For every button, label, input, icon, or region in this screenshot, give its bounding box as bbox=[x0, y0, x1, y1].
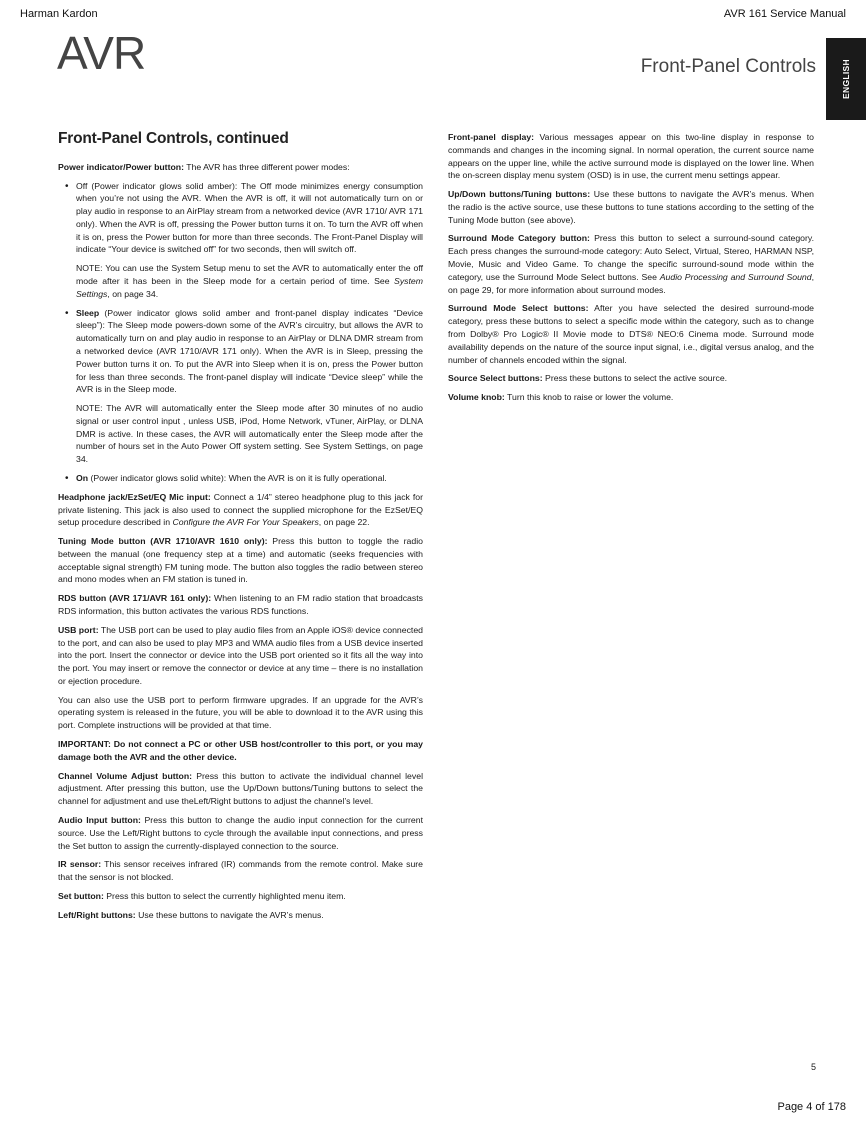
tuning-label: Tuning Mode button (AVR 1710/AVR 1610 only): bbox=[58, 536, 268, 547]
set-text: Press this button to select the currently highlighted menu item. bbox=[103, 890, 346, 901]
channel-paragraph bbox=[58, 770, 423, 808]
headphone-label: Headphone jack/EzSet/EQ Mic input: bbox=[58, 491, 211, 502]
channel-label: Channel Volume Adjust button: bbox=[58, 770, 193, 781]
off-note-b: , on page 34. bbox=[107, 288, 159, 299]
left-column bbox=[58, 128, 423, 927]
surround-category-paragraph bbox=[448, 232, 814, 296]
audio-input-text: Press this button to change the audio input connection for the current source. Use the Left/Right buttons to cycle through the available input connections, and press the Set button to assign the currently-displayed connection to the source. bbox=[58, 814, 423, 851]
off-text: (Power indicator glows solid amber): The Off mode minimizes energy consumption when you’re not using the AVR. When the AVR is off, it will not automatically turn on or play audio in response to an AirPlay stream from a networked device (AVR 1710/ AVR 171 only). When the AVR is off, pressing the Power button turns it on. To turn the AVR off when it is on, press the Power button for more than three seconds. The Front-Panel Display will indicate “Your device is switched off” for two seconds, then will switch off. bbox=[76, 180, 423, 255]
off-bullet bbox=[58, 180, 423, 257]
display-text: Various messages appear on this two-line display in response to commands and changes in the incoming signal. In normal operation, the current source name appears on the upper line, while the active surround mode is displayed on the lower line. When the on-screen display menu system (OSD) is in use, the current menu settings appear. bbox=[448, 132, 814, 181]
set-paragraph bbox=[58, 890, 423, 903]
headphone-text-b: , on page 22. bbox=[318, 517, 370, 528]
sleep-text: (Power indicator glows solid amber and front-panel display indicates “Device sleep”): The Sleep mode powers-down some of the AVR’s circuitry, but allows the AVR to automatically turn on and play audio in response to an AirPlay or DLNA DMR stream from a networked device (AVR 1710/AVR 171 only). When the AVR is in Sleep, pressing the Power button turns it on. To put the AVR into Sleep when it is on, press the Power button for less than three seconds. The front-panel display will indicate “Device sleep” while the AVR is in the Sleep mode. bbox=[76, 307, 423, 395]
volume-paragraph bbox=[448, 391, 814, 404]
ir-paragraph bbox=[58, 858, 423, 884]
headphone-ref: Configure the AVR For Your Speakers bbox=[172, 517, 319, 528]
surround-category-text-a: Press this button to select a surround-sound category. Each press changes the surround-mode category: Auto Select, Virtual, Stereo, HARMAN NSP, Movie, Music and Video Game. To change the specific surround-sound mode within the category, use the Surround Mode Select buttons. See bbox=[448, 233, 814, 282]
right-column bbox=[448, 131, 814, 410]
page-of-indicator: Page 4 of 178 bbox=[777, 1101, 846, 1113]
header-brand: Harman Kardon bbox=[20, 8, 98, 20]
page-number: 5 bbox=[810, 1062, 816, 1072]
usb-paragraph-2: You can also use the USB port to perform firmware upgrades. If an upgrade for the AVR’s operating system is released in the future, you will be able to download it to the AVR using this port. Complete instructions will be provided at that time. bbox=[58, 694, 423, 731]
tuning-text: Press this button to toggle the radio between the manual (one frequency step at a time) and automatic (seeks frequencies with acceptable signal strength) FM tuning mode. The button also toggles the radio between stereo and mono modes when an FM station is tuned in. bbox=[58, 536, 423, 585]
power-text: The AVR has three different power modes: bbox=[183, 161, 350, 172]
surround-select-label: Surround Mode Select buttons: bbox=[448, 303, 589, 314]
headphone-paragraph bbox=[58, 491, 423, 529]
sleep-note: NOTE: The AVR will automatically enter the Sleep mode after 30 minutes of no audio signal or user control input , unless USB, iPod, Home Network, vTuner, AirPlay, or DLNA DMR is active. In these cases, the AVR will automatically enter the Sleep mode after the number of hours set in the Auto Power Off system setting. See System Settings, on page 34. bbox=[76, 403, 423, 465]
ir-label: IR sensor: bbox=[58, 859, 102, 870]
audio-input-label: Audio Input button: bbox=[58, 814, 141, 825]
source-select-label: Source Select buttons: bbox=[448, 373, 543, 384]
power-paragraph bbox=[58, 161, 423, 174]
usb-label: USB port: bbox=[58, 624, 99, 635]
rds-text: When listening to an FM radio station that broadcasts RDS information, this button activates the various RDS functions. bbox=[58, 593, 423, 616]
channel-text: Press this button to activate the individual channel level adjustment. After pressing this button, use the Up/Down buttons/Tuning buttons to select the channel for adjustment and use theLeft/Right buttons to adjust the channel’s level. bbox=[58, 770, 423, 807]
surround-category-label: Surround Mode Category button: bbox=[448, 233, 590, 244]
rds-label: RDS button (AVR 171/AVR 161 only): bbox=[58, 593, 212, 604]
off-note-ref: System Settings bbox=[76, 276, 423, 299]
language-tab-label: ENGLISH bbox=[840, 59, 851, 99]
volume-label: Volume knob: bbox=[448, 392, 505, 403]
surround-category-text-b: , on page 29, for more information about surround modes. bbox=[448, 271, 815, 295]
ir-text: This sensor receives infrared (IR) commands from the remote control. Make sure that the sensor is not blocked. bbox=[58, 859, 423, 883]
power-label: Power indicator/Power button: bbox=[58, 161, 184, 172]
section-title: Front-Panel Controls bbox=[640, 56, 816, 77]
on-bullet bbox=[58, 472, 423, 485]
updown-text: Use these buttons to navigate the AVR’s menus. When the radio is the active source, use these buttons to tune stations according to the setting of the Tuning Mode button (see above). bbox=[448, 189, 814, 225]
surround-category-ref: Audio Processing and Surround Sound bbox=[659, 271, 812, 282]
header-manual-title: AVR 161 Service Manual bbox=[723, 8, 846, 20]
language-tab bbox=[826, 38, 866, 120]
source-select-text: Press these buttons to select the active source. bbox=[542, 373, 728, 384]
sleep-label: Sleep bbox=[76, 307, 100, 318]
leftright-text: Use these buttons to navigate the AVR’s menus. bbox=[135, 909, 324, 920]
off-label: Off bbox=[76, 180, 88, 191]
sleep-bullet bbox=[58, 307, 423, 396]
set-label: Set button: bbox=[58, 890, 104, 901]
display-paragraph bbox=[448, 131, 814, 182]
off-note bbox=[58, 262, 423, 300]
avr-logo: AVR bbox=[57, 27, 146, 79]
on-label: On bbox=[76, 472, 89, 483]
leftright-paragraph bbox=[58, 909, 423, 922]
surround-select-text: After you have selected the desired surround-mode category, press these buttons to select a specific mode within the category, such as to change from Dolby® Pro Logic® II Movie mode to DTS® NEO:6 Cinema mode. Surround mode availability depends on the nature of the source input signal, i.e., digital versus analog, and the number of channels encoded within the signal. bbox=[448, 303, 814, 365]
tuning-paragraph bbox=[58, 535, 423, 586]
usb-paragraph bbox=[58, 624, 423, 688]
leftright-label: Left/Right buttons: bbox=[58, 909, 136, 920]
page-heading: Front-Panel Controls, continued bbox=[58, 130, 289, 147]
source-select-paragraph bbox=[448, 372, 814, 385]
display-label: Front-panel display: bbox=[448, 132, 535, 142]
updown-paragraph bbox=[448, 188, 814, 226]
on-text: (Power indicator glows solid white): When the AVR is on it is fully operational. bbox=[88, 472, 387, 483]
rds-paragraph bbox=[58, 592, 423, 618]
audio-input-paragraph bbox=[58, 814, 423, 852]
surround-select-paragraph bbox=[448, 302, 814, 366]
off-note-a: NOTE: You can use the System Setup menu to set the AVR to automatically enter the off mode after it has been in the Sleep mode for a certain period of time. See bbox=[76, 263, 423, 287]
usb-text: The USB port can be used to play audio files from an Apple iOS® device connected to the port, and can also be used to play MP3 and WMA audio files from a USB device inserted into the port. Insert the connector or device into the USB port oriented so it fits all the way into the port. You may insert or remove the connector or device at any time – there is no installation or ejection procedure. bbox=[58, 624, 423, 686]
usb-important: IMPORTANT: Do not connect a PC or other USB host/controller to this port, or you may damage both the AVR and the other device. bbox=[58, 739, 423, 762]
volume-text: Turn this knob to raise or lower the volume. bbox=[504, 392, 674, 403]
headphone-text-a: Connect a 1/4” stereo headphone plug to this jack for private listening. This jack is also used to connect the supplied microphone for the EzSet/EQ setup procedure described in bbox=[58, 491, 424, 528]
updown-label: Up/Down buttons/Tuning buttons: bbox=[448, 189, 591, 200]
